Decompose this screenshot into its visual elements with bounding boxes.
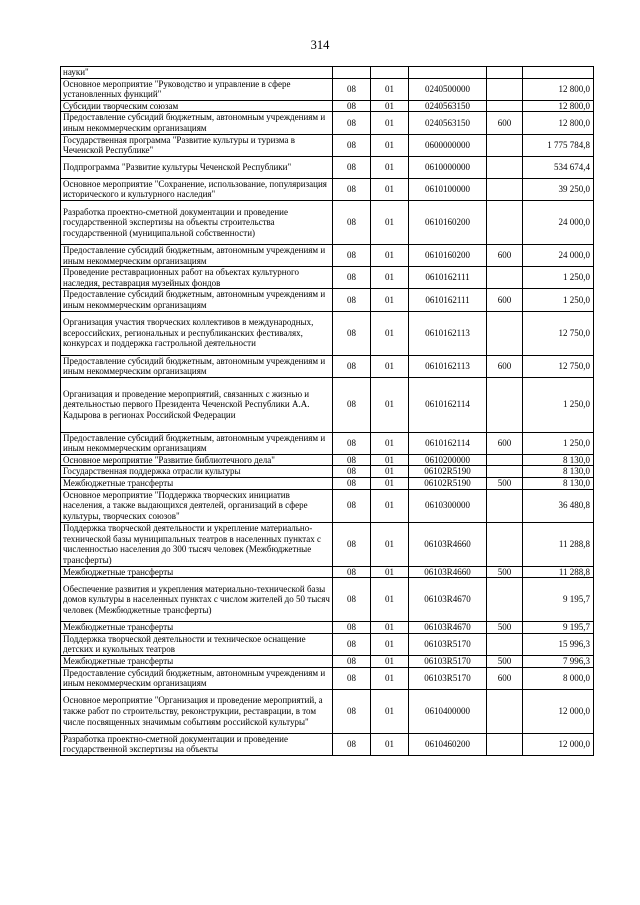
- cell-name: Организация и проведение мероприятий, связанных с жизнью и деятельностью первого Президента Чеченской Республики А.А. Кадырова в регионах Российской Федерации: [61, 377, 333, 432]
- cell-expense-type: 600: [487, 244, 523, 266]
- cell-section: 08: [333, 478, 371, 490]
- cell-name: Основное мероприятие "Руководство и управление в сфере установленных функций": [61, 78, 333, 100]
- cell-target-article: 0600000000: [409, 134, 487, 156]
- cell-name: Разработка проектно-сметной документации и проведение государственной экспертизы на объекты: [61, 733, 333, 755]
- cell-amount: 39 250,0: [523, 178, 594, 200]
- cell-target-article: 06103R4670: [409, 578, 487, 622]
- cell-amount: 1 775 784,8: [523, 134, 594, 156]
- cell-section: 08: [333, 134, 371, 156]
- cell-target-article: 06103R5170: [409, 667, 487, 689]
- cell-name: Основное мероприятие "Сохранение, использование, популяризация исторического и культурного наследия": [61, 178, 333, 200]
- cell-target-article: 0610162111: [409, 289, 487, 311]
- cell-section: 08: [333, 689, 371, 733]
- cell-target-article: [409, 67, 487, 79]
- cell-expense-type: [487, 156, 523, 178]
- cell-target-article: 06103R5170: [409, 656, 487, 668]
- cell-subsection: 01: [371, 311, 409, 355]
- cell-section: 08: [333, 454, 371, 466]
- cell-name: Поддержка творческой деятельности и техническое оснащение детских и кукольных театров: [61, 633, 333, 655]
- cell-amount: 12 000,0: [523, 689, 594, 733]
- cell-name: Разработка проектно-сметной документации и проведение государственной экспертизы на объекты строительства государственной (муниципальной собственности): [61, 200, 333, 244]
- cell-amount: 7 996,3: [523, 656, 594, 668]
- cell-subsection: 01: [371, 489, 409, 522]
- cell-name: Государственная программа "Развитие культуры и туризма в Чеченской Республике": [61, 134, 333, 156]
- cell-amount: 1 250,0: [523, 289, 594, 311]
- cell-subsection: 01: [371, 622, 409, 634]
- cell-name: Обеспечение развития и укрепления материально-технической базы домов культуры в населенных пунктах с числом жителей до 50 тысяч человек (Межбюджетные трансферты): [61, 578, 333, 622]
- cell-name: Основное мероприятие "Организация и проведение мероприятий, а также работ по строительству, реконструкции, реставрации, в том числе посвященных значимым событиям российской культуры": [61, 689, 333, 733]
- table-row: [61, 244, 594, 266]
- cell-expense-type: [487, 178, 523, 200]
- cell-target-article: 0610162111: [409, 267, 487, 289]
- cell-section: 08: [333, 466, 371, 478]
- cell-expense-type: [487, 466, 523, 478]
- cell-subsection: 01: [371, 355, 409, 377]
- cell-target-article: 0240563150: [409, 112, 487, 134]
- table-row: [61, 689, 594, 733]
- cell-amount: 534 674,4: [523, 156, 594, 178]
- cell-subsection: 01: [371, 156, 409, 178]
- cell-amount: 12 750,0: [523, 311, 594, 355]
- table-row: [61, 200, 594, 244]
- cell-subsection: 01: [371, 267, 409, 289]
- cell-amount: 24 000,0: [523, 244, 594, 266]
- cell-name: Организация участия творческих коллективов в международных, всероссийских, региональных и республиканских фестивалях, конкурсах и поддержка гастрольной деятельности: [61, 311, 333, 355]
- cell-expense-type: [487, 522, 523, 566]
- table-row: [61, 489, 594, 522]
- cell-section: 08: [333, 578, 371, 622]
- cell-target-article: 0610400000: [409, 689, 487, 733]
- table-row: [61, 578, 594, 622]
- cell-subsection: 01: [371, 178, 409, 200]
- table-row: [61, 432, 594, 454]
- table-row: [61, 78, 594, 100]
- cell-amount: 11 288,8: [523, 522, 594, 566]
- cell-subsection: 01: [371, 478, 409, 490]
- cell-section: 08: [333, 667, 371, 689]
- cell-name: Межбюджетные трансферты: [61, 478, 333, 490]
- table-row: [61, 100, 594, 112]
- cell-section: 08: [333, 622, 371, 634]
- cell-section: [333, 67, 371, 79]
- cell-section: 08: [333, 244, 371, 266]
- cell-subsection: 01: [371, 522, 409, 566]
- cell-expense-type: 600: [487, 432, 523, 454]
- cell-name: Межбюджетные трансферты: [61, 566, 333, 578]
- cell-subsection: 01: [371, 578, 409, 622]
- cell-expense-type: [487, 267, 523, 289]
- cell-expense-type: [487, 633, 523, 655]
- cell-subsection: 01: [371, 244, 409, 266]
- cell-expense-type: [487, 67, 523, 79]
- cell-subsection: 01: [371, 200, 409, 244]
- cell-subsection: 01: [371, 566, 409, 578]
- table-row: [61, 267, 594, 289]
- table-row: [61, 134, 594, 156]
- cell-section: 08: [333, 522, 371, 566]
- cell-target-article: 0240500000: [409, 78, 487, 100]
- cell-name: Предоставление субсидий бюджетным, автономным учреждениям и иным некоммерческим организациям: [61, 112, 333, 134]
- cell-name: Предоставление субсидий бюджетным, автономным учреждениям и иным некоммерческим организациям: [61, 355, 333, 377]
- cell-expense-type: [487, 489, 523, 522]
- table-row: [61, 656, 594, 668]
- cell-amount: 1 250,0: [523, 267, 594, 289]
- cell-name: Проведение реставрационных работ на объектах культурного наследия, реставрация музейных фондов: [61, 267, 333, 289]
- cell-expense-type: 500: [487, 478, 523, 490]
- cell-section: 08: [333, 355, 371, 377]
- cell-target-article: 0610000000: [409, 156, 487, 178]
- cell-subsection: 01: [371, 100, 409, 112]
- cell-subsection: [371, 67, 409, 79]
- cell-subsection: 01: [371, 377, 409, 432]
- page-number: 314: [310, 38, 330, 52]
- cell-expense-type: 600: [487, 667, 523, 689]
- table-row: [61, 466, 594, 478]
- cell-target-article: 06102R5190: [409, 466, 487, 478]
- cell-target-article: 0240563150: [409, 100, 487, 112]
- cell-target-article: 0610100000: [409, 178, 487, 200]
- table-row: [61, 67, 594, 79]
- cell-expense-type: [487, 733, 523, 755]
- cell-expense-type: 500: [487, 656, 523, 668]
- cell-expense-type: [487, 689, 523, 733]
- cell-subsection: 01: [371, 633, 409, 655]
- cell-subsection: 01: [371, 466, 409, 478]
- table-row: [61, 454, 594, 466]
- cell-target-article: 06103R5170: [409, 633, 487, 655]
- cell-section: 08: [333, 100, 371, 112]
- cell-amount: 15 996,3: [523, 633, 594, 655]
- cell-amount: 24 000,0: [523, 200, 594, 244]
- cell-name: Межбюджетные трансферты: [61, 656, 333, 668]
- cell-section: 08: [333, 78, 371, 100]
- cell-subsection: 01: [371, 454, 409, 466]
- cell-target-article: 0610160200: [409, 244, 487, 266]
- cell-target-article: 0610162113: [409, 355, 487, 377]
- table-row: [61, 289, 594, 311]
- cell-target-article: 0610160200: [409, 200, 487, 244]
- cell-name: Поддержка творческой деятельности и укрепление материально-технической базы муниципальных театров в населенных пунктах с численностью населения до 300 тысяч человек (Межбюджетные трансферты): [61, 522, 333, 566]
- cell-name: Межбюджетные трансферты: [61, 622, 333, 634]
- cell-name: Предоставление субсидий бюджетным, автономным учреждениям и иным некоммерческим организациям: [61, 432, 333, 454]
- cell-expense-type: [487, 454, 523, 466]
- cell-section: 08: [333, 566, 371, 578]
- cell-subsection: 01: [371, 667, 409, 689]
- cell-target-article: 06103R4670: [409, 622, 487, 634]
- cell-section: 08: [333, 633, 371, 655]
- cell-section: 08: [333, 377, 371, 432]
- cell-section: 08: [333, 200, 371, 244]
- cell-section: 08: [333, 733, 371, 755]
- cell-target-article: 0610200000: [409, 454, 487, 466]
- cell-target-article: 0610162114: [409, 432, 487, 454]
- cell-name: Основное мероприятие "Поддержка творческих инициатив населения, а также выдающихся деятелей, организаций в сфере культуры, творческих союзов": [61, 489, 333, 522]
- cell-section: 08: [333, 311, 371, 355]
- cell-amount: 8 130,0: [523, 466, 594, 478]
- cell-expense-type: 500: [487, 622, 523, 634]
- budget-table: [60, 66, 594, 756]
- cell-subsection: 01: [371, 134, 409, 156]
- cell-target-article: 0610162113: [409, 311, 487, 355]
- cell-expense-type: 600: [487, 289, 523, 311]
- cell-amount: 36 480,8: [523, 489, 594, 522]
- cell-amount: 9 195,7: [523, 622, 594, 634]
- cell-expense-type: [487, 78, 523, 100]
- cell-subsection: 01: [371, 733, 409, 755]
- cell-amount: 1 250,0: [523, 432, 594, 454]
- cell-amount: 12 000,0: [523, 733, 594, 755]
- cell-subsection: 01: [371, 112, 409, 134]
- table-row: [61, 478, 594, 490]
- cell-target-article: 0610162114: [409, 377, 487, 432]
- table-row: [61, 566, 594, 578]
- budget-table-body: [61, 67, 594, 756]
- cell-name: Предоставление субсидий бюджетным, автономным учреждениям и иным некоммерческим организациям: [61, 667, 333, 689]
- cell-target-article: 06102R5190: [409, 478, 487, 490]
- cell-section: 08: [333, 178, 371, 200]
- cell-expense-type: [487, 134, 523, 156]
- cell-amount: [523, 67, 594, 79]
- cell-expense-type: [487, 377, 523, 432]
- table-row: [61, 733, 594, 755]
- cell-expense-type: [487, 100, 523, 112]
- cell-amount: 8 130,0: [523, 454, 594, 466]
- cell-section: 08: [333, 489, 371, 522]
- cell-amount: 9 195,7: [523, 578, 594, 622]
- cell-name: Подпрограмма "Развитие культуры Чеченской Республики": [61, 156, 333, 178]
- cell-expense-type: 600: [487, 355, 523, 377]
- cell-section: 08: [333, 267, 371, 289]
- cell-name: Субсидии творческим союзам: [61, 100, 333, 112]
- cell-expense-type: 500: [487, 566, 523, 578]
- cell-subsection: 01: [371, 689, 409, 733]
- cell-section: 08: [333, 656, 371, 668]
- cell-amount: 8 000,0: [523, 667, 594, 689]
- table-row: [61, 633, 594, 655]
- table-row: [61, 522, 594, 566]
- table-row: [61, 311, 594, 355]
- table-row: [61, 622, 594, 634]
- cell-amount: 12 800,0: [523, 112, 594, 134]
- table-row: [61, 112, 594, 134]
- table-row: [61, 156, 594, 178]
- cell-name: Основное мероприятие "Развитие библиотечного дела": [61, 454, 333, 466]
- cell-amount: 1 250,0: [523, 377, 594, 432]
- table-row: [61, 377, 594, 432]
- cell-amount: 11 288,8: [523, 566, 594, 578]
- cell-expense-type: [487, 311, 523, 355]
- cell-subsection: 01: [371, 432, 409, 454]
- cell-name: Предоставление субсидий бюджетным, автономным учреждениям и иным некоммерческим организациям: [61, 289, 333, 311]
- cell-expense-type: [487, 200, 523, 244]
- table-row: [61, 667, 594, 689]
- cell-target-article: 06103R4660: [409, 522, 487, 566]
- cell-expense-type: 600: [487, 112, 523, 134]
- cell-subsection: 01: [371, 289, 409, 311]
- cell-expense-type: [487, 578, 523, 622]
- cell-subsection: 01: [371, 78, 409, 100]
- cell-amount: 12 800,0: [523, 100, 594, 112]
- cell-name: Государственная поддержка отрасли культуры: [61, 466, 333, 478]
- cell-amount: 12 750,0: [523, 355, 594, 377]
- cell-name: науки": [61, 67, 333, 79]
- cell-subsection: 01: [371, 656, 409, 668]
- cell-section: 08: [333, 156, 371, 178]
- cell-section: 08: [333, 112, 371, 134]
- cell-target-article: 0610460200: [409, 733, 487, 755]
- cell-amount: 12 800,0: [523, 78, 594, 100]
- cell-amount: 8 130,0: [523, 478, 594, 490]
- cell-target-article: 0610300000: [409, 489, 487, 522]
- table-row: [61, 178, 594, 200]
- cell-section: 08: [333, 289, 371, 311]
- cell-section: 08: [333, 432, 371, 454]
- table-row: [61, 355, 594, 377]
- cell-name: Предоставление субсидий бюджетным, автономным учреждениям и иным некоммерческим организациям: [61, 244, 333, 266]
- cell-target-article: 06103R4660: [409, 566, 487, 578]
